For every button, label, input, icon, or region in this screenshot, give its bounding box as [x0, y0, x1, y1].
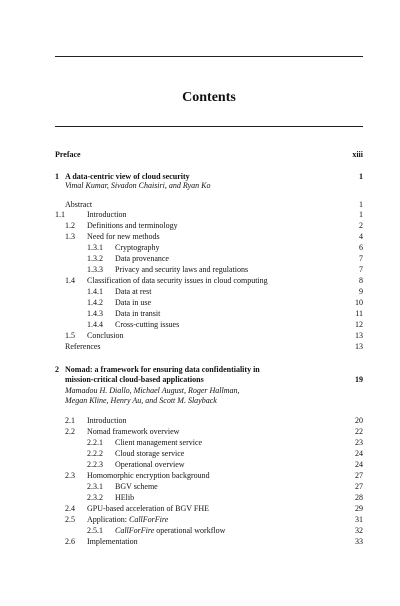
entry-title: Data at rest [115, 287, 152, 296]
entry-title: Need for new methods [87, 232, 160, 241]
entry-title: HElib [115, 493, 135, 502]
entry-page: 28 [355, 493, 363, 502]
entry-page: 12 [355, 320, 363, 329]
chapter-number: 1 [55, 172, 59, 181]
entry-page: 8 [359, 276, 363, 285]
entry-page: 7 [359, 265, 363, 274]
entry-number: 2.4 [65, 504, 75, 513]
entry-page: 1 [359, 200, 363, 209]
entry-number: 2.5 [65, 515, 75, 524]
entry-number: 1.4.1 [87, 287, 103, 296]
page-title: Contents [182, 90, 236, 105]
entry-number: 2.2.1 [87, 438, 103, 447]
entry-title: Definitions and terminology [87, 221, 178, 230]
entry-page: 13 [355, 331, 363, 340]
entry-title: Nomad framework overview [87, 427, 180, 436]
entry-title: GPU-based acceleration of BGV FHE [87, 504, 210, 513]
entry-page: 24 [355, 449, 363, 458]
entry-number: 1.5 [65, 331, 75, 340]
entry-number: 2.3.2 [87, 493, 103, 502]
entry-number: 2.3.1 [87, 482, 103, 491]
entry-number: 1.1 [55, 210, 65, 219]
entry-title: Introduction [87, 210, 127, 219]
entry-title: Data in use [115, 298, 151, 307]
entry-title: Classification of data security issues in cloud computing [87, 276, 268, 285]
entry-number: 1.3 [65, 232, 75, 241]
preface-page: xiii [352, 150, 363, 159]
entry-page: 29 [355, 504, 363, 513]
entry-page: 10 [355, 298, 363, 307]
entry-title: Cross-cutting issues [115, 320, 180, 329]
entry-title: BGV scheme [115, 482, 158, 491]
entry-title: Operational overview [115, 460, 185, 469]
chapter-title: A data-centric view of cloud security [65, 172, 190, 181]
entry-title: Cloud storage service [115, 449, 185, 458]
entry-number: 2.2 [65, 427, 75, 436]
entry-title: Introduction [87, 416, 127, 425]
entry-page: 7 [359, 254, 363, 263]
top-rule [55, 56, 363, 57]
entry-page: 33 [355, 537, 363, 546]
chapter-page: 1 [359, 172, 363, 181]
chapter-page: 19 [355, 375, 363, 384]
entry-number: 2.2.3 [87, 460, 103, 469]
entry-number: 1.3.1 [87, 243, 103, 252]
entry-page: 13 [355, 342, 363, 351]
entry-page: 23 [355, 438, 363, 447]
entry-number: 1.3.2 [87, 254, 103, 263]
entry-number: 2.6 [65, 537, 75, 546]
entry-page: 2 [359, 221, 363, 230]
entry-page: 9 [359, 287, 363, 296]
entry-page: 4 [359, 232, 363, 241]
entry-title: References [65, 342, 101, 351]
entry-page: 20 [355, 416, 363, 425]
entry-title: Privacy and security laws and regulations [115, 265, 249, 274]
heading-rule [55, 126, 363, 127]
entry-page: 27 [355, 471, 363, 480]
entry-number: 1.3.3 [87, 265, 103, 274]
entry-page: 1 [359, 210, 363, 219]
entry-page: 11 [355, 309, 363, 318]
entry-number: 2.2.2 [87, 449, 103, 458]
entry-page: 32 [355, 526, 363, 535]
entry-page: 27 [355, 482, 363, 491]
entry-number: 2.1 [65, 416, 75, 425]
entry-number: 1.4.4 [87, 320, 103, 329]
entry-title: Abstract [65, 200, 93, 209]
entry-title: Data in transit [115, 309, 161, 318]
toc-preface[interactable] [55, 150, 363, 159]
entry-number: 2.3 [65, 471, 75, 480]
chapter-title-line-1: Nomad: a framework for ensuring data confidentiality in [65, 365, 260, 374]
entry-number: 1.4 [65, 276, 75, 285]
entry-title: Conclusion [87, 331, 124, 340]
entry-title: Cryptography [115, 243, 160, 252]
entry-page: 24 [355, 460, 363, 469]
entry-title: Data provenance [115, 254, 169, 263]
entry-number: 2.5.1 [87, 526, 103, 535]
chapter-number: 2 [55, 365, 59, 374]
entry-title: Implementation [87, 537, 138, 546]
entry-number: 1.4.2 [87, 298, 103, 307]
entry-page: 31 [355, 515, 363, 524]
entry-number: 1.2 [65, 221, 75, 230]
entry-title: Client management service [115, 438, 203, 447]
chapter-title-line-2: mission-critical cloud-based applications [65, 375, 204, 384]
entry-title: CallForFire operational workflow [115, 526, 226, 535]
entry-number: 1.4.3 [87, 309, 103, 318]
entry-title: Homomorphic encryption background [87, 471, 210, 480]
entry-page: 22 [355, 427, 363, 436]
entry-page: 6 [359, 243, 363, 252]
preface-label: Preface [55, 150, 81, 159]
entry-title: Application: CallForFire [87, 515, 169, 524]
